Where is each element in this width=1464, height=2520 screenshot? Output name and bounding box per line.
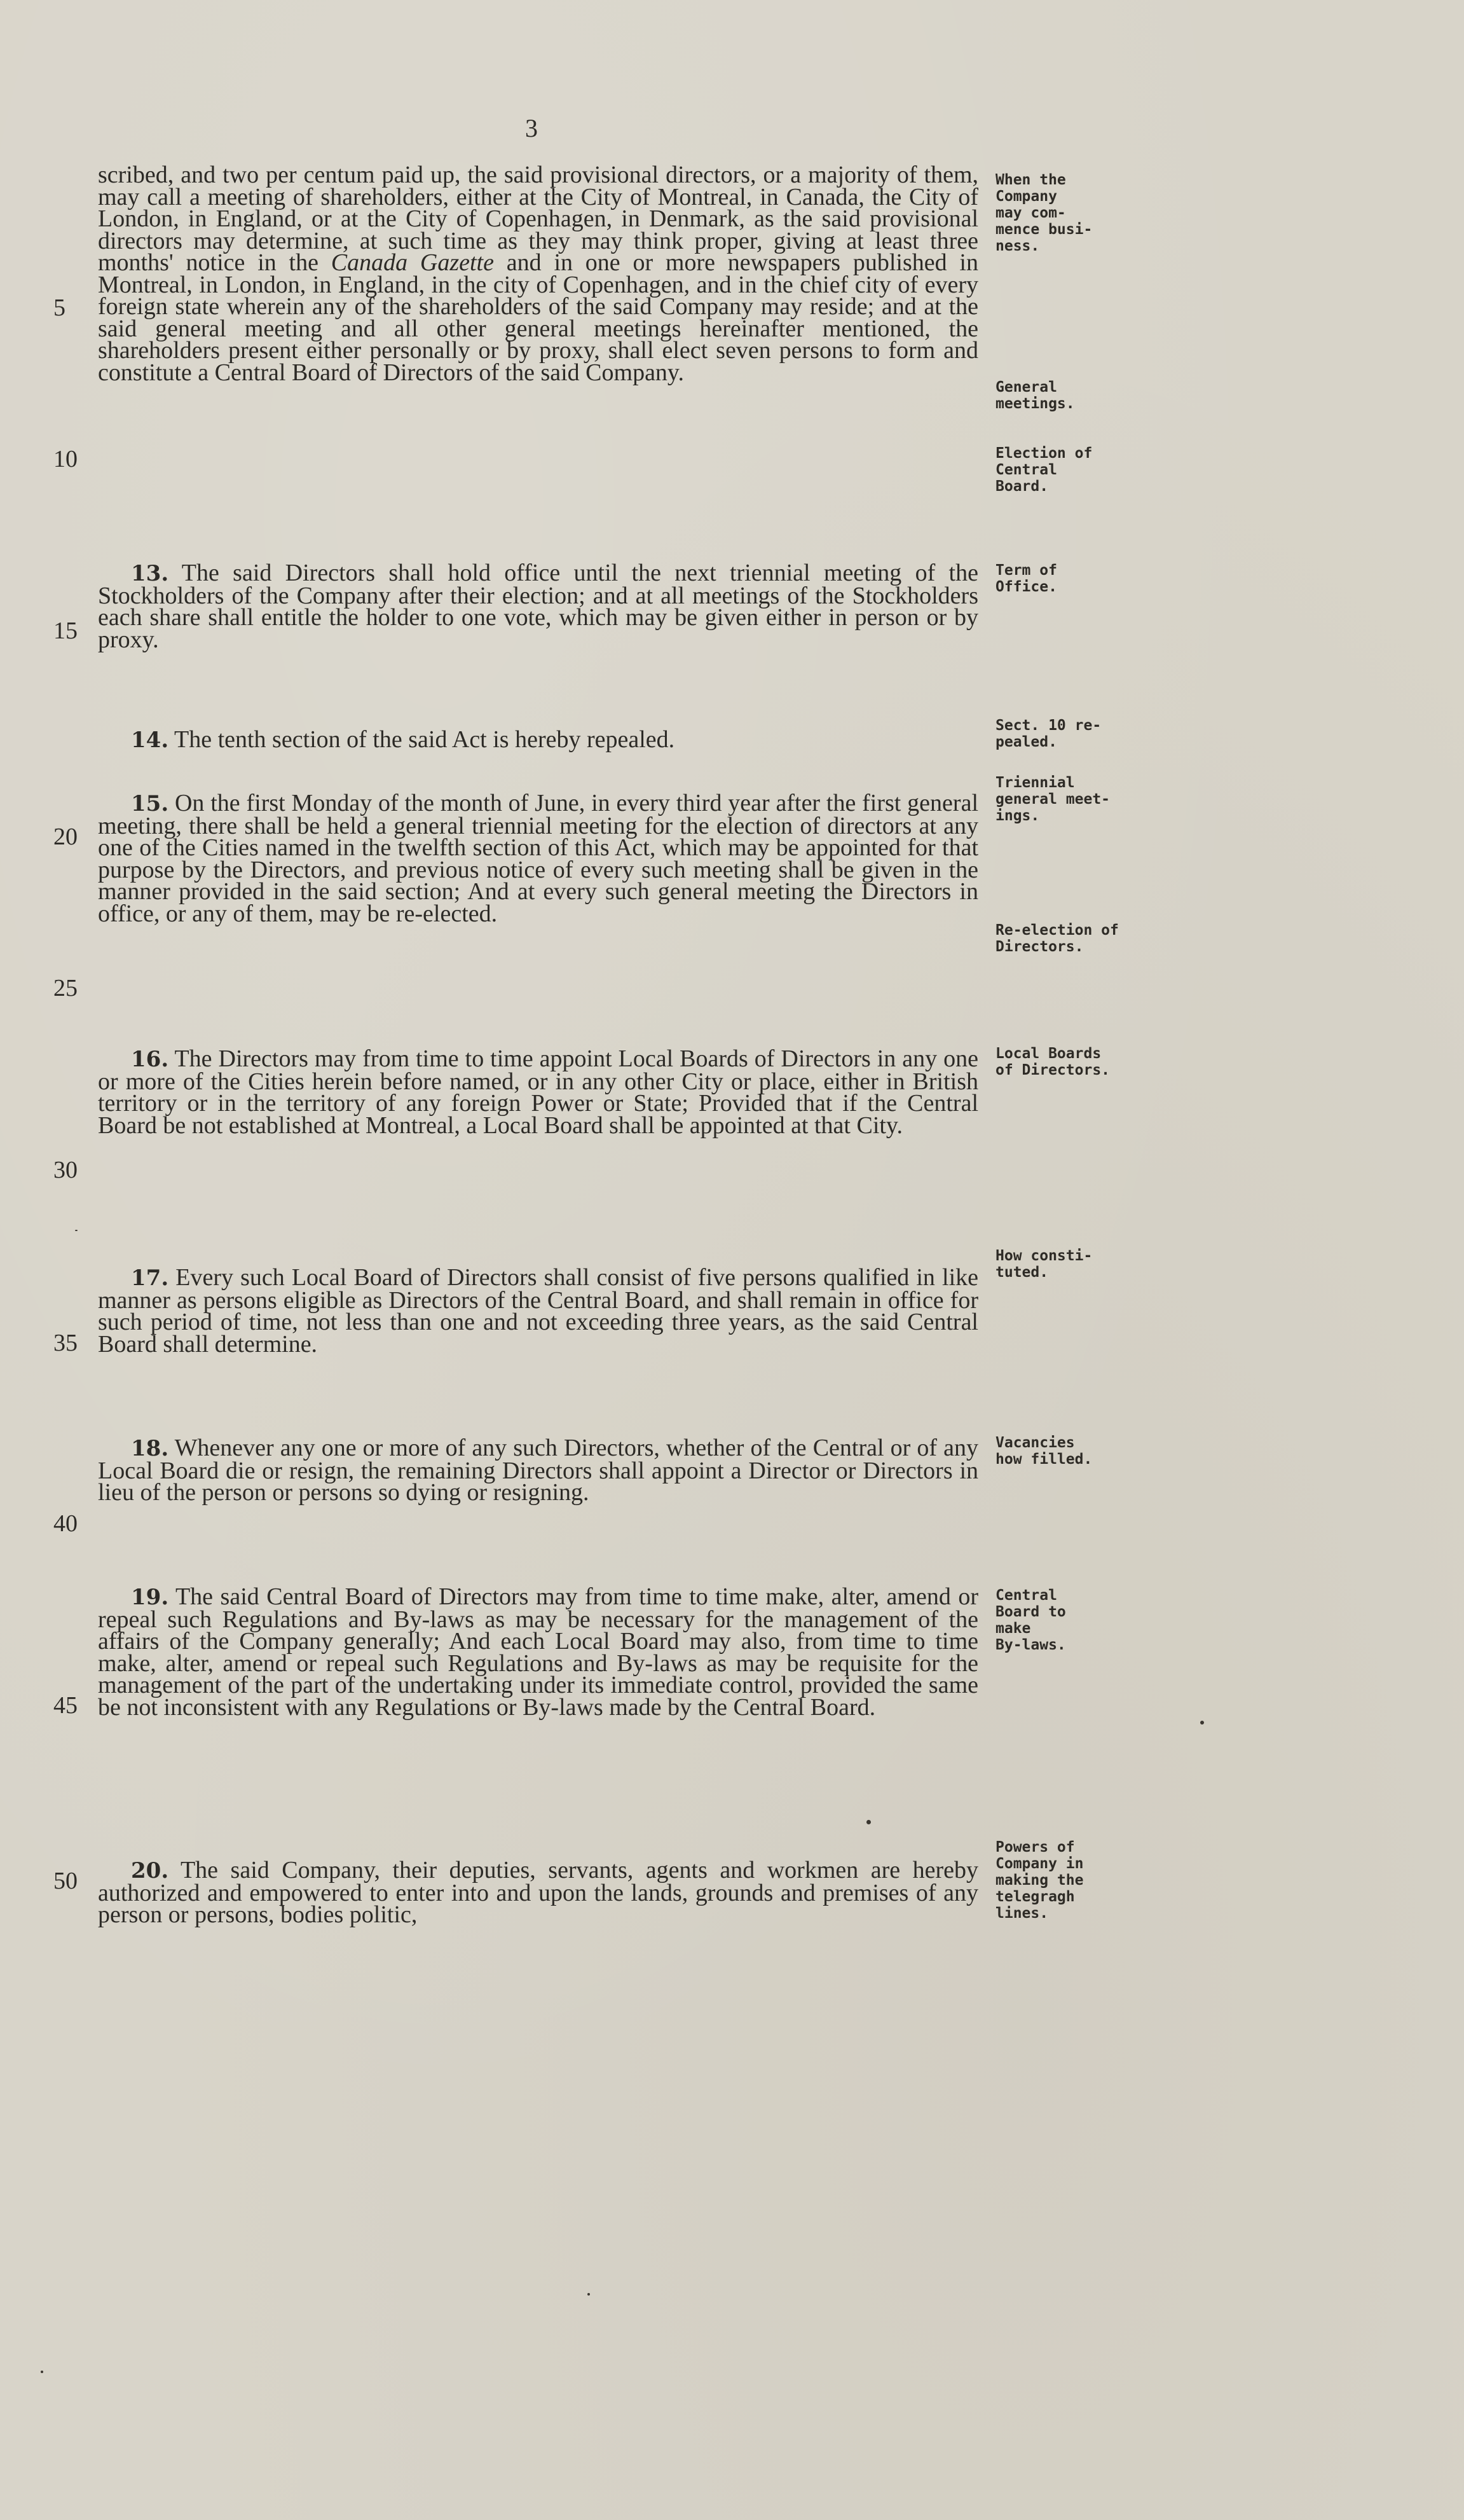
section-13 — [98, 562, 978, 651]
print-speck — [1200, 1721, 1204, 1725]
section-text: On the first Monday of the month of June, in every third year after the first general meeting, there shall be held a general triennial meeting for the election of directors at any one of the Cities named in the twelfth section of this Act, which may be appointed for that purpose by the Directors, and previous notice of every such meeting shall be given in the manner provided in the said section; And at every such general meeting the Directors in office, or any of them, may be re-elected. — [98, 790, 978, 927]
margin-note-central-board-bylaws: Central Board to make By-laws. — [995, 1587, 1066, 1653]
margin-note-term-of-office: Term of Office. — [995, 562, 1057, 595]
section-text: Whenever any one or more of any such Directors, whether of the Central or of any Local Board die or resign, the remaining Directors shall appoint a Director or Directors in lieu of the person or persons so dying or resigning. — [98, 1435, 978, 1506]
line-number: 25 — [53, 975, 78, 1002]
section-text: The tenth section of the said Act is hereby repealed. — [174, 726, 675, 753]
section-number: 16. — [131, 1047, 169, 1072]
line-number: 5 — [53, 294, 65, 321]
line-number: 15 — [53, 617, 78, 644]
print-speck — [866, 1820, 871, 1824]
section-19 — [98, 1583, 978, 1721]
section-14 — [98, 726, 978, 753]
print-speck — [587, 2293, 590, 2296]
page-number: 3 — [525, 114, 538, 142]
paragraph-text: scribed, and two per centum paid up, the said provisional directors, or a majority of them, may call a meeting of shareholders, either at the City of Montreal, in Canada, the City of London, in England, or at the City of Copenhagen, in Denmark, as the said provisional directors may determine, at such time as they may think proper, giving at least three months' notice in the — [98, 162, 978, 276]
paragraph-italic-text: Canada Gazette — [331, 249, 494, 276]
section-number: 18. — [131, 1436, 169, 1461]
line-number: 35 — [53, 1330, 78, 1356]
margin-note-local-boards: Local Boards of Directors. — [995, 1045, 1111, 1078]
paragraph-text-after: and in one or more newspapers published in Montreal, in London, in England, in the city of Copenhagen, and in the chief city of every foreign state wherein any of the shareholders of the said Company may reside; and at the said general meeting and all other general meetings hereinafter mentioned, the shareholders present either personally or by proxy, shall elect seven persons to form and constitute a Central Board of Directors of the said Company. — [98, 249, 978, 386]
line-number: 10 — [53, 446, 78, 472]
section-20 — [98, 1859, 978, 1926]
section-text: Every such Local Board of Directors shall consist of five persons qualified in like manner as persons eligible as Directors of the Central Board, and shall remain in office for such period of time, not less than one and not exceeding three years, as the said Central Board shall determine. — [98, 1264, 978, 1358]
margin-note-election-central-board: Election of Central Board. — [995, 445, 1093, 495]
line-number: 30 — [53, 1157, 78, 1183]
section-text: The said Company, their deputies, servants, agents and workmen are hereby authorized and empowered to enter into and upon the lands, grounds and premises of any person or persons, bodies politic, — [98, 1857, 978, 1928]
section-15 — [98, 792, 978, 925]
margin-note-vacancies: Vacancies how filled. — [995, 1435, 1093, 1468]
section-number: 13. — [131, 561, 169, 586]
margin-note-re-election: Re-election of Directors. — [995, 922, 1119, 955]
margin-note-sect-10-repealed: Sect. 10 re- pealed. — [995, 717, 1102, 750]
section-number: 14. — [131, 727, 169, 753]
line-number: 45 — [53, 1692, 78, 1719]
line-number: 20 — [53, 823, 78, 850]
margin-note-how-constituted: How consti- tuted. — [995, 1248, 1093, 1281]
section-number: 15. — [131, 791, 169, 816]
section-text: The said Directors shall hold office until the next triennial meeting of the Stockholders of the Company after their election; and at all meetings of the Stockholders each share shall entitle the holder to one vote, which may be given either in person or by proxy. — [98, 560, 978, 653]
margin-note-general-meetings: General meetings. — [995, 379, 1075, 412]
margin-note-powers-of-company: Powers of Company in making the telegragh lines. — [995, 1839, 1084, 1922]
section-18 — [98, 1437, 978, 1504]
section-number: 17. — [131, 1265, 169, 1291]
line-number: 50 — [53, 1868, 78, 1894]
print-speck — [75, 1230, 78, 1231]
paragraph-continuation — [98, 162, 978, 386]
section-16 — [98, 1045, 978, 1139]
margin-note-company-commence: When the Company may com- mence busi- ness. — [995, 172, 1093, 254]
section-text: The Directors may from time to time appoint Local Boards of Directors in any one or more of the Cities herein before named, or in any other City or place, either in British territory or in the territory of any foreign Power or State; Provided that if the Central Board be not established at Montreal, a Local Board shall be appointed at that City. — [98, 1045, 978, 1139]
section-number: 19. — [131, 1585, 169, 1610]
section-17 — [98, 1264, 978, 1358]
section-text: The said Central Board of Directors may from time to time make, alter, amend or repeal such Regulations and By-laws as may be necessary for the management of the affairs of the Company generally; And each Local Board may also, from time to time make, alter, amend or repeal such Regulations and By-laws as may be requisite for the management of the part of the undertaking under its immediate control, provided the same be not inconsistent with any Regulations or By-laws made by the Central Board. — [98, 1583, 978, 1721]
print-speck — [41, 2371, 43, 2373]
line-number: 40 — [53, 1510, 78, 1537]
section-number: 20. — [131, 1858, 169, 1883]
margin-note-triennial-meetings: Triennial general meet- ings. — [995, 775, 1111, 824]
